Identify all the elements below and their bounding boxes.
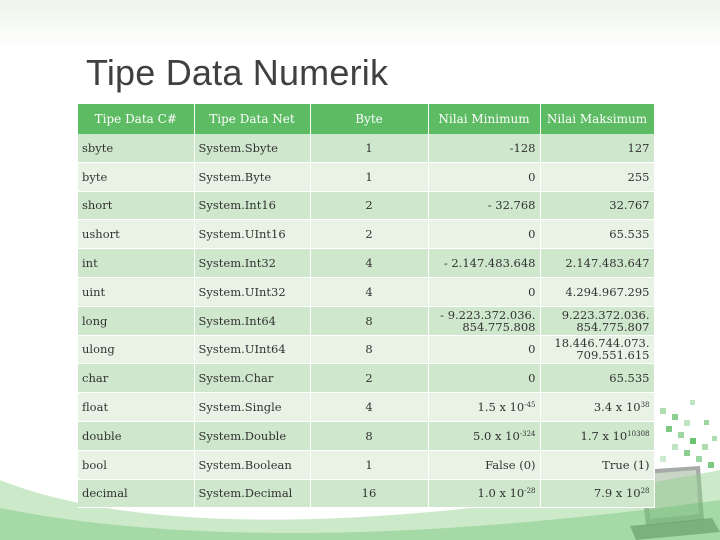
cell-net: System.Decimal: [194, 479, 310, 508]
cell-min: 0: [428, 364, 540, 393]
cell-max: 2.147.483.647: [540, 249, 654, 278]
cell-bytes: 4: [310, 249, 428, 278]
table-row: [78, 450, 654, 479]
cell-max: 18.446.744.073. 709.551.615: [540, 335, 654, 364]
cell-type: byte: [78, 162, 194, 191]
min-exponent: -28: [524, 487, 536, 496]
table-row: [78, 393, 654, 422]
cell-bytes: 1: [310, 134, 428, 162]
cell-min: 0: [428, 220, 540, 249]
table-row: [78, 277, 654, 306]
cell-max: [540, 421, 654, 450]
cell-min: [428, 421, 540, 450]
min-base: 5.0 x 10: [473, 428, 520, 443]
cell-max: 9.223.372.036. 854.775.807: [540, 306, 654, 335]
cell-bytes: 1: [310, 162, 428, 191]
cell-net: System.Byte: [194, 162, 310, 191]
table-header-row: [78, 104, 654, 134]
table-row: [78, 364, 654, 393]
cell-net: System.UInt32: [194, 277, 310, 306]
table-row: [78, 191, 654, 220]
header-byte: Byte: [310, 104, 428, 134]
cell-max: 4.294.967.295: [540, 277, 654, 306]
cell-type: double: [78, 421, 194, 450]
cell-net: System.Boolean: [194, 450, 310, 479]
cell-min: [428, 479, 540, 508]
cell-bytes: 2: [310, 364, 428, 393]
cell-max: [540, 479, 654, 508]
table-row: [78, 306, 654, 335]
cell-type: float: [78, 393, 194, 422]
cell-min: [428, 393, 540, 422]
cell-bytes: 2: [310, 220, 428, 249]
cell-type: ushort: [78, 220, 194, 249]
header-max: Nilai Maksimum: [540, 104, 654, 134]
cell-min: - 2.147.483.648: [428, 249, 540, 278]
table-row: [78, 335, 654, 364]
cell-max: True (1): [540, 450, 654, 479]
min-exponent: -45: [524, 401, 536, 410]
cell-bytes: 8: [310, 421, 428, 450]
cell-net: System.Int16: [194, 191, 310, 220]
slide-title: Tipe Data Numerik: [86, 52, 389, 93]
cell-type: ulong: [78, 335, 194, 364]
table-row: [78, 134, 654, 162]
cell-type: long: [78, 306, 194, 335]
cell-net: System.Int32: [194, 249, 310, 278]
min-base: 1.5 x 10: [477, 400, 525, 415]
cell-max: 65.535: [540, 220, 654, 249]
cell-net: System.Int64: [194, 306, 310, 335]
cell-type: decimal: [78, 479, 194, 508]
table-row: [78, 479, 654, 508]
cell-type: uint: [78, 277, 194, 306]
min-base: 1.0 x 10: [477, 486, 525, 501]
cell-bytes: 16: [310, 479, 428, 508]
max-base: 7.9 x 10: [593, 486, 641, 501]
cell-type: char: [78, 364, 194, 393]
cell-max: [540, 393, 654, 422]
max-exponent: 28: [640, 487, 650, 496]
header-csharp-type: Tipe Data C#: [78, 104, 194, 134]
cell-bytes: 4: [310, 277, 428, 306]
cell-bytes: 2: [310, 191, 428, 220]
numeric-types-table: [78, 104, 655, 508]
cell-max: 255: [540, 162, 654, 191]
cell-type: bool: [78, 450, 194, 479]
cell-min: 0: [428, 162, 540, 191]
cell-min: 0: [428, 335, 540, 364]
cell-max: 32.767: [540, 191, 654, 220]
header-min: Nilai Minimum: [428, 104, 540, 134]
header-net-type: Tipe Data Net: [194, 104, 310, 134]
cell-bytes: 1: [310, 450, 428, 479]
cell-bytes: 4: [310, 393, 428, 422]
max-exponent: 10308: [627, 429, 650, 438]
cell-bytes: 8: [310, 306, 428, 335]
pixel-dots-decoration: [660, 400, 717, 468]
max-base: 1.7 x 10: [580, 428, 628, 443]
cell-min: - 32.768: [428, 191, 540, 220]
cell-net: System.UInt16: [194, 220, 310, 249]
max-exponent: 38: [640, 401, 650, 410]
cell-net: System.Double: [194, 421, 310, 450]
cell-net: System.Sbyte: [194, 134, 310, 162]
min-exponent: -324: [519, 429, 536, 438]
cell-min: 0: [428, 277, 540, 306]
table-row: [78, 162, 654, 191]
table-row: [78, 249, 654, 278]
cell-net: System.UInt64: [194, 335, 310, 364]
cell-min: -128: [428, 134, 540, 162]
table-row: [78, 220, 654, 249]
table-row: [78, 421, 654, 450]
max-base: 3.4 x 10: [593, 400, 641, 415]
cell-max: 65.535: [540, 364, 654, 393]
cell-type: int: [78, 249, 194, 278]
cell-net: System.Char: [194, 364, 310, 393]
cell-bytes: 8: [310, 335, 428, 364]
cell-net: System.Single: [194, 393, 310, 422]
cell-type: short: [78, 191, 194, 220]
cell-min: False (0): [428, 450, 540, 479]
cell-max: 127: [540, 134, 654, 162]
cell-type: sbyte: [78, 134, 194, 162]
cell-min: - 9.223.372.036. 854.775.808: [428, 306, 540, 335]
